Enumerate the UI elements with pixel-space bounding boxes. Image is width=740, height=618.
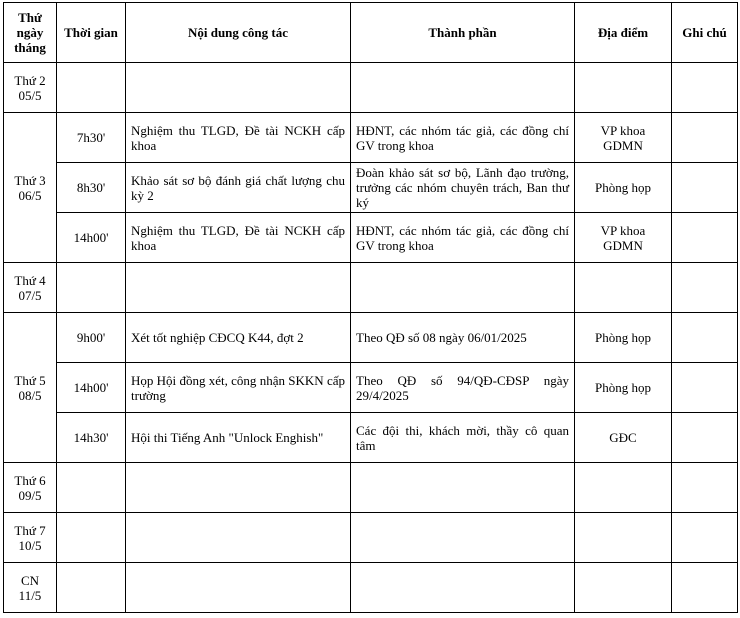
weekday-label: Thứ 6 <box>14 472 46 488</box>
weekday-label: Thứ 2 <box>14 72 46 88</box>
location-cell: VP khoa GDMN <box>575 113 672 163</box>
table-row <box>4 213 738 263</box>
weekday-label: Thứ 4 <box>14 272 46 288</box>
participants-cell: Các đội thi, khách mời, thầy cô quan tâm <box>351 413 575 463</box>
participants-cell <box>351 263 575 313</box>
time-cell <box>57 63 126 113</box>
note-cell <box>672 63 738 113</box>
participants-cell <box>351 463 575 513</box>
note-cell <box>672 563 738 613</box>
table-row <box>4 363 738 413</box>
header-content: Nội dung công tác <box>126 3 351 63</box>
time-cell: 14h00' <box>57 363 126 413</box>
content-cell: Họp Hội đồng xét, công nhận SKKN cấp trường <box>126 363 351 413</box>
date-label: 08/5 <box>18 387 42 403</box>
table-row <box>4 513 738 563</box>
note-cell <box>672 213 738 263</box>
content-cell: Nghiệm thu TLGD, Đề tài NCKH cấp khoa <box>126 113 351 163</box>
header-note: Ghi chú <box>672 3 738 63</box>
content-cell <box>126 63 351 113</box>
note-cell <box>672 463 738 513</box>
day-cell <box>4 463 57 513</box>
note-cell <box>672 413 738 463</box>
day-cell <box>4 313 57 463</box>
day-cell <box>4 513 57 563</box>
header-time: Thời gian <box>57 3 126 63</box>
work-schedule-table <box>3 2 738 613</box>
header-day-line2: ngày <box>16 25 44 40</box>
table-row <box>4 163 738 213</box>
table-row <box>4 113 738 163</box>
weekday-label: Thứ 7 <box>14 522 46 538</box>
participants-cell: Đoàn khảo sát sơ bộ, Lãnh đạo trường, trưởng các nhóm chuyên trách, Ban thư ký <box>351 163 575 213</box>
time-cell <box>57 563 126 613</box>
header-row <box>4 3 738 63</box>
weekday-label: Thứ 5 <box>14 372 46 388</box>
location-cell: Phòng họp <box>575 363 672 413</box>
header-day <box>4 3 57 63</box>
table-row <box>4 413 738 463</box>
table-row <box>4 313 738 363</box>
day-cell <box>4 263 57 313</box>
table-row <box>4 463 738 513</box>
content-cell <box>126 263 351 313</box>
participants-cell <box>351 563 575 613</box>
participants-cell <box>351 63 575 113</box>
time-cell <box>57 263 126 313</box>
location-cell <box>575 513 672 563</box>
content-cell: Khảo sát sơ bộ đánh giá chất lượng chu kỳ 2 <box>126 163 351 213</box>
time-cell: 9h00' <box>57 313 126 363</box>
content-cell <box>126 513 351 563</box>
participants-cell: HĐNT, các nhóm tác giả, các đồng chí GV trong khoa <box>351 113 575 163</box>
content-cell: Hội thi Tiếng Anh "Unlock Enghish" <box>126 413 351 463</box>
time-cell: 8h30' <box>57 163 126 213</box>
location-cell <box>575 263 672 313</box>
day-cell <box>4 63 57 113</box>
table-row <box>4 63 738 113</box>
time-cell: 14h30' <box>57 413 126 463</box>
participants-cell <box>351 513 575 563</box>
date-label: 05/5 <box>18 87 42 103</box>
location-cell <box>575 463 672 513</box>
table-row <box>4 563 738 613</box>
location-cell: GĐC <box>575 413 672 463</box>
note-cell <box>672 163 738 213</box>
location-cell <box>575 63 672 113</box>
table-row <box>4 263 738 313</box>
note-cell <box>672 363 738 413</box>
day-cell <box>4 113 57 263</box>
note-cell <box>672 513 738 563</box>
note-cell <box>672 113 738 163</box>
date-label: 11/5 <box>18 587 42 603</box>
content-cell <box>126 463 351 513</box>
header-day-line3: tháng <box>14 40 46 55</box>
location-cell: VP khoa GDMN <box>575 213 672 263</box>
time-cell: 7h30' <box>57 113 126 163</box>
header-location: Địa điểm <box>575 3 672 63</box>
note-cell <box>672 263 738 313</box>
note-cell <box>672 313 738 363</box>
content-cell: Xét tốt nghiệp CĐCQ K44, đợt 2 <box>126 313 351 363</box>
date-label: 10/5 <box>18 537 42 553</box>
time-cell <box>57 513 126 563</box>
content-cell: Nghiệm thu TLGD, Đề tài NCKH cấp khoa <box>126 213 351 263</box>
location-cell: Phòng họp <box>575 313 672 363</box>
participants-cell: Theo QĐ số 08 ngày 06/01/2025 <box>351 313 575 363</box>
date-label: 06/5 <box>18 187 42 203</box>
header-day-line1: Thứ <box>18 10 42 25</box>
date-label: 07/5 <box>18 287 42 303</box>
time-cell: 14h00' <box>57 213 126 263</box>
content-cell <box>126 563 351 613</box>
location-cell: Phòng họp <box>575 163 672 213</box>
weekday-label: CN <box>20 572 40 588</box>
location-cell <box>575 563 672 613</box>
participants-cell: HĐNT, các nhóm tác giả, các đồng chí GV trong khoa <box>351 213 575 263</box>
header-participants: Thành phần <box>351 3 575 63</box>
weekday-label: Thứ 3 <box>14 172 46 188</box>
participants-cell: Theo QĐ số 94/QĐ-CĐSP ngày 29/4/2025 <box>351 363 575 413</box>
day-cell <box>4 563 57 613</box>
date-label: 09/5 <box>18 487 42 503</box>
time-cell <box>57 463 126 513</box>
